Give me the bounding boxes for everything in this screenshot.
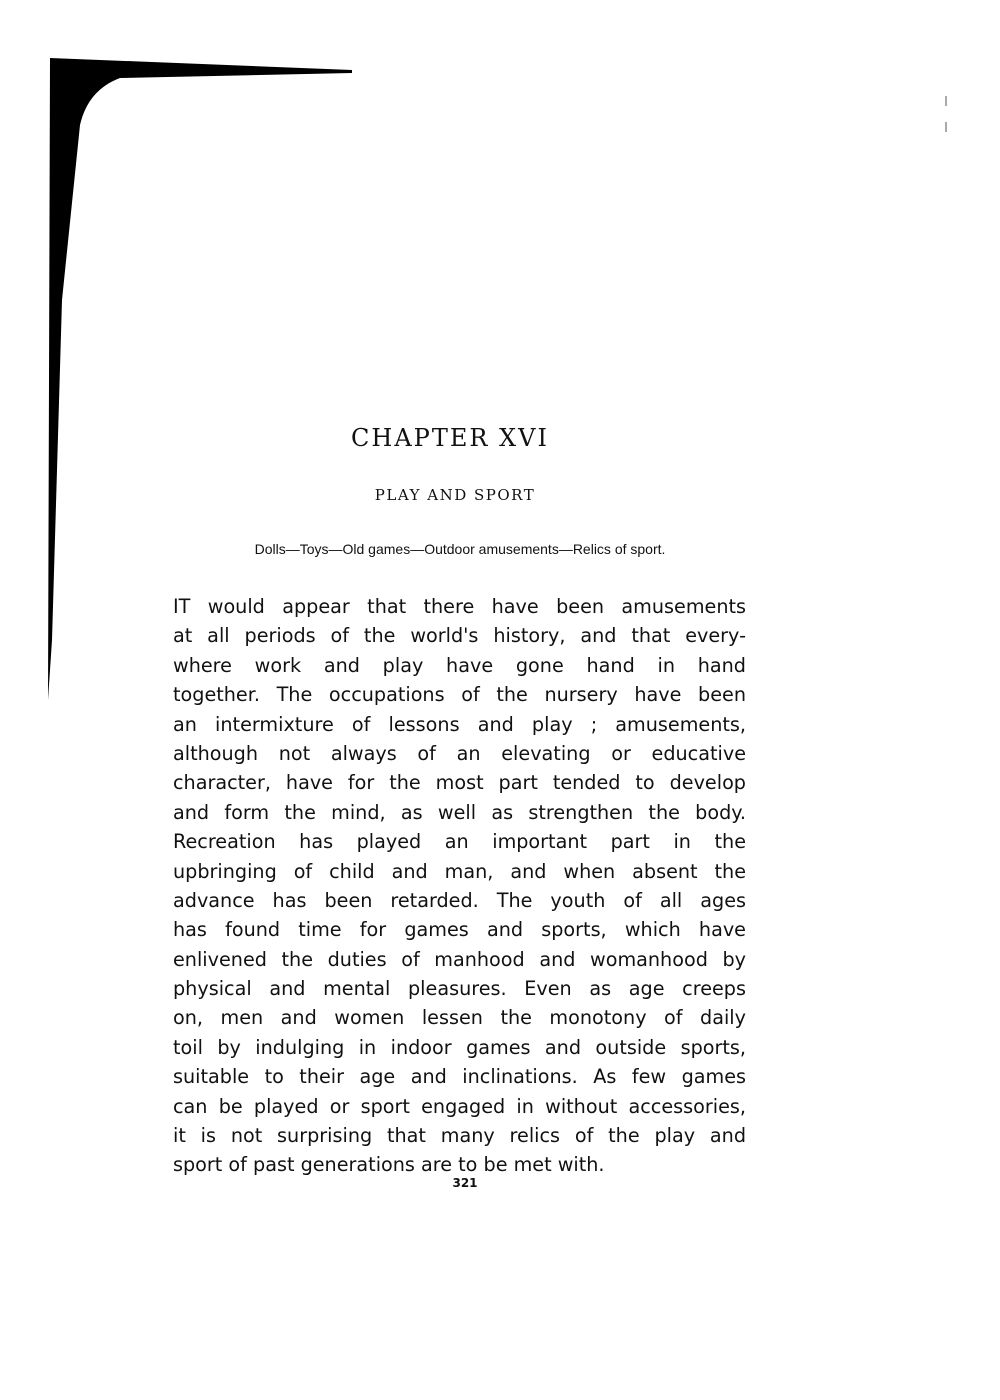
text-line: an intermixture of lessons and play ; amusements,	[173, 712, 746, 736]
text-line: advance has been retarded. The youth of all ages	[173, 888, 746, 912]
text-line: and form the mind, as well as strengthen the body.	[173, 800, 746, 824]
text-line: character, have for the most part tended to develop	[173, 771, 746, 795]
text-line: physical and mental pleasures. Even as age creeps	[173, 977, 746, 1001]
section-title: PLAY AND SPORT	[374, 486, 536, 504]
text-line: Recreation has played an important part in the	[173, 830, 746, 854]
body-paragraph	[173, 592, 746, 1180]
text-line: has found time for games and sports, which have	[173, 918, 746, 942]
text-line: suitable to their age and inclinations. As few games	[173, 1065, 746, 1089]
text-line: can be played or sport engaged in without accessories,	[173, 1094, 746, 1118]
text-line: toil by indulging in indoor games and outside sports,	[173, 1035, 746, 1059]
chapter-title: CHAPTER XVI	[351, 424, 549, 452]
text-line: IT would appear that there have been amusements	[173, 595, 746, 618]
text-line: together. The occupations of the nursery have been	[173, 683, 746, 707]
text-line: at all periods of the world's history, and that every-	[173, 624, 746, 648]
page-number: 321	[452, 1176, 478, 1190]
text-line: upbringing of child and man, and when absent the	[173, 859, 746, 883]
text-line: where work and play have gone hand in hand	[173, 653, 746, 677]
chapter-summary: Dolls—Toys—Old games—Outdoor amusements—Relics of sport.	[254, 541, 666, 557]
text-line: sport of past generations are to be met with.	[173, 1153, 605, 1177]
text-line: although not always of an elevating or educative	[173, 741, 746, 765]
text-line: it is not surprising that many relics of the play and	[173, 1124, 746, 1148]
text-line: on, men and women lessen the monotony of daily	[173, 1006, 746, 1030]
text-line: enlivened the duties of manhood and womanhood by	[173, 947, 746, 971]
